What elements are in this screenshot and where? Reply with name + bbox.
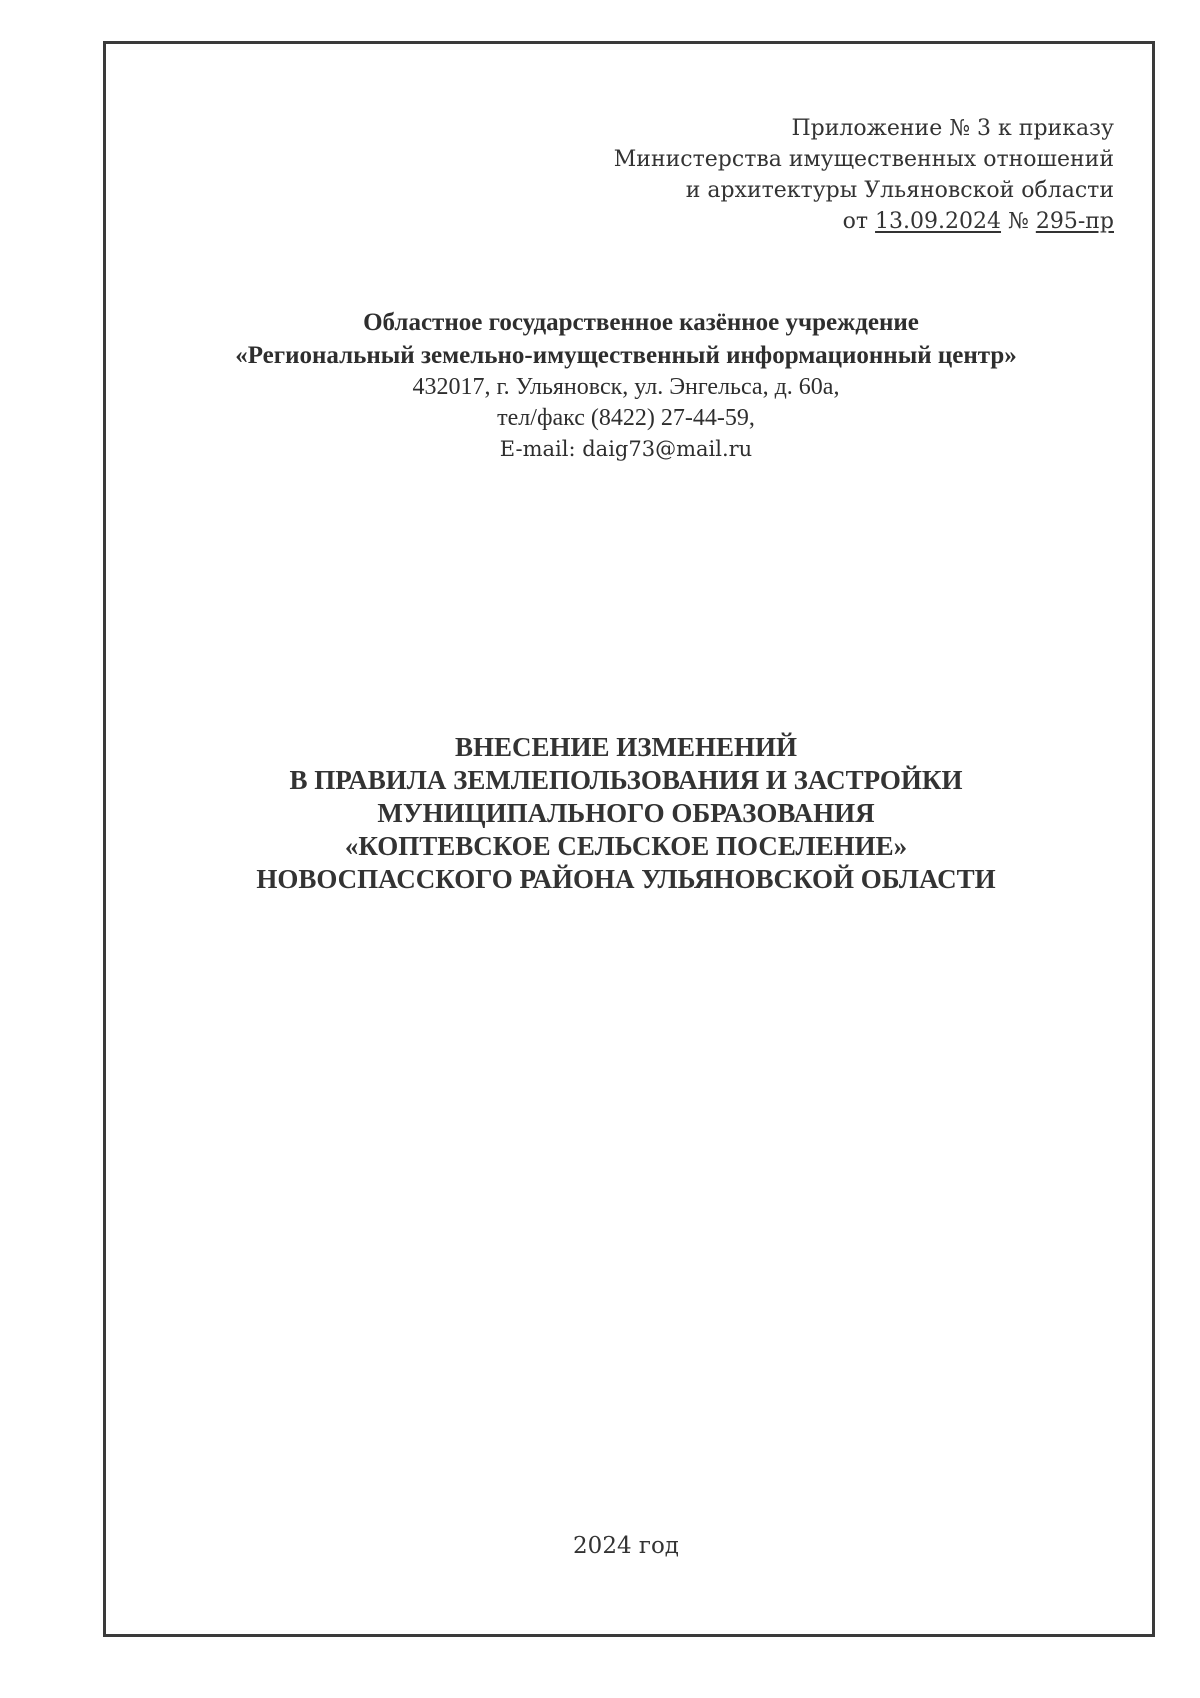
- organization-email: E-mail: daig73@mail.ru: [499, 437, 753, 461]
- appendix-header: [614, 113, 1114, 237]
- appendix-order-reference: [614, 206, 1114, 237]
- title-line-1: ВНЕСЕНИЕ ИЗМЕНЕНИЙ: [454, 732, 798, 762]
- appendix-line-2: Министерства имущественных отношений: [613, 147, 1114, 172]
- title-line-5: НОВОСПАССКОГО РАЙОНА УЛЬЯНОВСКОЙ ОБЛАСТИ: [256, 864, 996, 894]
- order-date-prefix: от: [842, 209, 876, 234]
- title-line-2: В ПРАВИЛА ЗЕМЛЕПОЛЬЗОВАНИЯ И ЗАСТРОЙКИ: [289, 765, 963, 795]
- order-date: 13.09.2024: [875, 209, 1002, 234]
- title-line-3: МУНИЦИПАЛЬНОГО ОБРАЗОВАНИЯ: [377, 798, 875, 828]
- title-line-4: «КОПТЕВСКОЕ СЕЛЬСКОЕ ПОСЕЛЕНИЕ»: [344, 831, 908, 861]
- organization-address: 432017, г. Ульяновск, ул. Энгельса, д. 60а,: [412, 374, 840, 400]
- document-year: 2024 год: [573, 1533, 679, 1559]
- organization-type: Областное государственное казённое учреждение: [363, 309, 919, 336]
- order-number: 295-пр: [1035, 209, 1114, 234]
- order-number-prefix: №: [1001, 209, 1036, 234]
- organization-phone: тел/факс (8422) 27-44-59,: [497, 405, 755, 431]
- document-title: [103, 731, 1149, 896]
- appendix-line-1: Приложение № 3 к приказу: [791, 116, 1114, 141]
- organization-name: «Региональный земельно-имущественный информационный центр»: [235, 342, 1017, 369]
- organization-block: [103, 306, 1149, 464]
- appendix-line-3: и архитектуры Ульяновской области: [685, 178, 1114, 203]
